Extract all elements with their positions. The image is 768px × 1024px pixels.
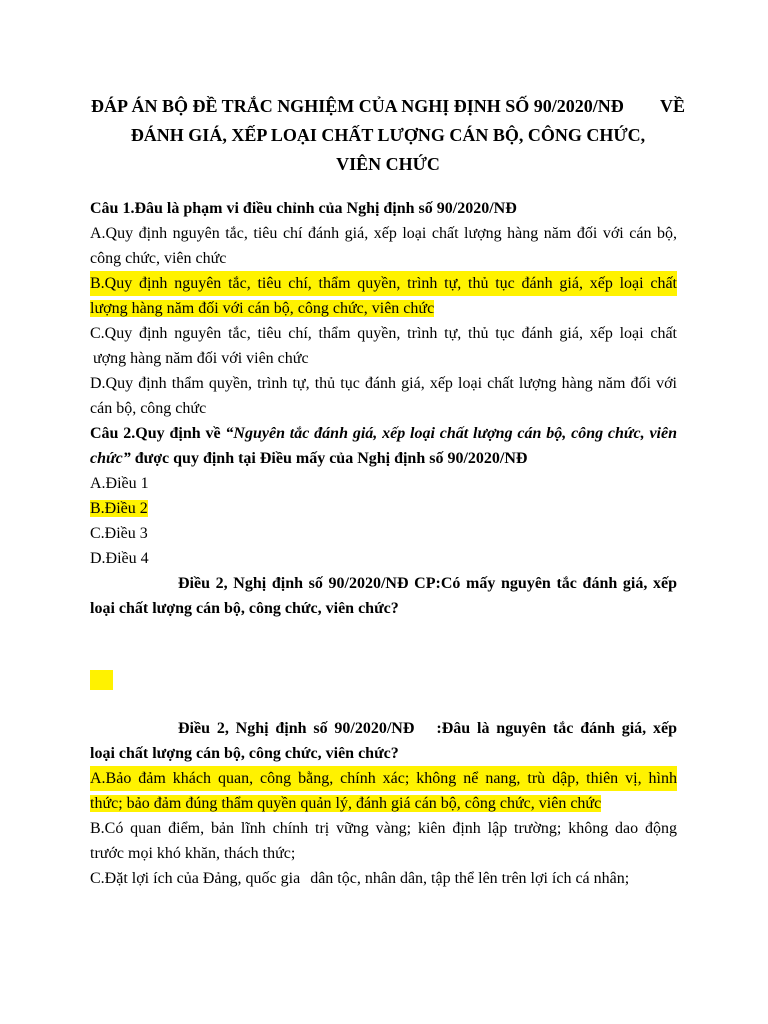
- q1-option-d-line-1: D.Quy định thẩm quyền, trình tự, thủ tục đánh giá, xếp loại chất lượng hàng năm đối với: [90, 375, 677, 392]
- q4-option-a-line-2: thức; bảo đảm đúng thẩm quyền quản lý, đánh giá cán bộ, công chức, viên chức: [90, 795, 602, 812]
- question-2-line-1: [90, 421, 677, 446]
- question-3-line-1: Điều 2, Nghị định số 90/2020/NĐ CP:Có mấy nguyên tắc đánh giá, xếp: [178, 575, 677, 592]
- q2-option-b: B.Điều 2: [90, 500, 148, 517]
- title-line-2: ĐÁNH GIÁ, XẾP LOẠI CHẤT LƯỢNG CÁN BỘ, CÔNG CHỨC,: [130, 125, 646, 145]
- q2-option-c: C.Điều 3: [90, 525, 148, 542]
- q1-option-c-line-1: C.Quy định nguyên tắc, tiêu chí, thẩm quyền, trình tự, thủ tục đánh giá, xếp loại chất: [90, 325, 677, 342]
- q4-option-b-line-2: trước mọi khó khăn, thách thức;: [90, 845, 296, 862]
- question-4-line-1: [90, 716, 677, 741]
- question-1: Câu 1.Đâu là phạm vi điều chỉnh của Nghị định số 90/2020/NĐ: [90, 200, 517, 217]
- q1-option-b-line-2: lượng hàng năm đối với cán bộ, công chức, viên chức: [90, 300, 435, 317]
- q2-quote-2: chức”: [90, 450, 131, 467]
- question-3-line-2: loại chất lượng cán bộ, công chức, viên chức?: [90, 600, 399, 617]
- q4-option-c-right: dân tộc, nhân dân, tập thể lên trên lợi ích cá nhân;: [310, 870, 630, 887]
- q4-option-c: [90, 866, 677, 891]
- q2-option-d: D.Điều 4: [90, 550, 149, 567]
- question-4-line-2: loại chất lượng cán bộ, công chức, viên chức?: [90, 745, 399, 762]
- title-line-3: VIÊN CHỨC: [336, 154, 440, 174]
- q1-option-a-line-2: công chức, viên chức: [90, 250, 227, 267]
- q2-suffix: được quy định tại Điều mấy của Nghị định số 90/2020/NĐ: [130, 450, 528, 467]
- q4-option-c-left: C.Đặt lợi ích của Đảng, quốc gia: [90, 870, 301, 887]
- q2-quote-1: “Nguyên tắc đánh giá, xếp loại chất lượng cán bộ, công chức, viên: [225, 425, 677, 442]
- title-line-1: [88, 92, 688, 121]
- title-line-1-text: ĐÁP ÁN BỘ ĐỀ TRẮC NGHIỆM CỦA NGHỊ ĐỊNH SỐ 90/2020/NĐ: [91, 96, 624, 116]
- q4-line-1-left: Điều 2, Nghị định số 90/2020/NĐ: [178, 720, 415, 737]
- q1-option-c-line-2: ượng hàng năm đối với viên chức: [93, 350, 309, 367]
- q4-option-a-line-1: A.Bảo đảm khách quan, công bằng, chính xác; không nể nang, trù dập, thiên vị, hình: [90, 766, 677, 791]
- question-2-line-2: [90, 446, 677, 471]
- q4-option-b-line-1: B.Có quan điểm, bản lĩnh chính trị vững vàng; kiên định lập trường; không dao động: [90, 820, 677, 837]
- highlight-marker: [90, 670, 113, 690]
- q2-prefix: Câu 2.Quy định về: [90, 425, 226, 442]
- q1-option-b-line-1: B.Quy định nguyên tắc, tiêu chí, thẩm quyền, trình tự, thủ tục đánh giá, xếp loại chất: [90, 271, 677, 296]
- q1-option-a-line-1: A.Quy định nguyên tắc, tiêu chí đánh giá, xếp loại chất lượng hàng năm đối với cán bộ,: [90, 225, 677, 242]
- q1-option-d-line-2: cán bộ, công chức: [90, 400, 207, 417]
- q2-option-a: A.Điều 1: [90, 475, 149, 492]
- title-line-1-end: VỀ: [659, 96, 685, 116]
- document-title: [88, 92, 688, 179]
- q4-line-1-right: :Đâu là nguyên tắc đánh giá, xếp: [436, 720, 677, 737]
- document-body: [90, 196, 677, 891]
